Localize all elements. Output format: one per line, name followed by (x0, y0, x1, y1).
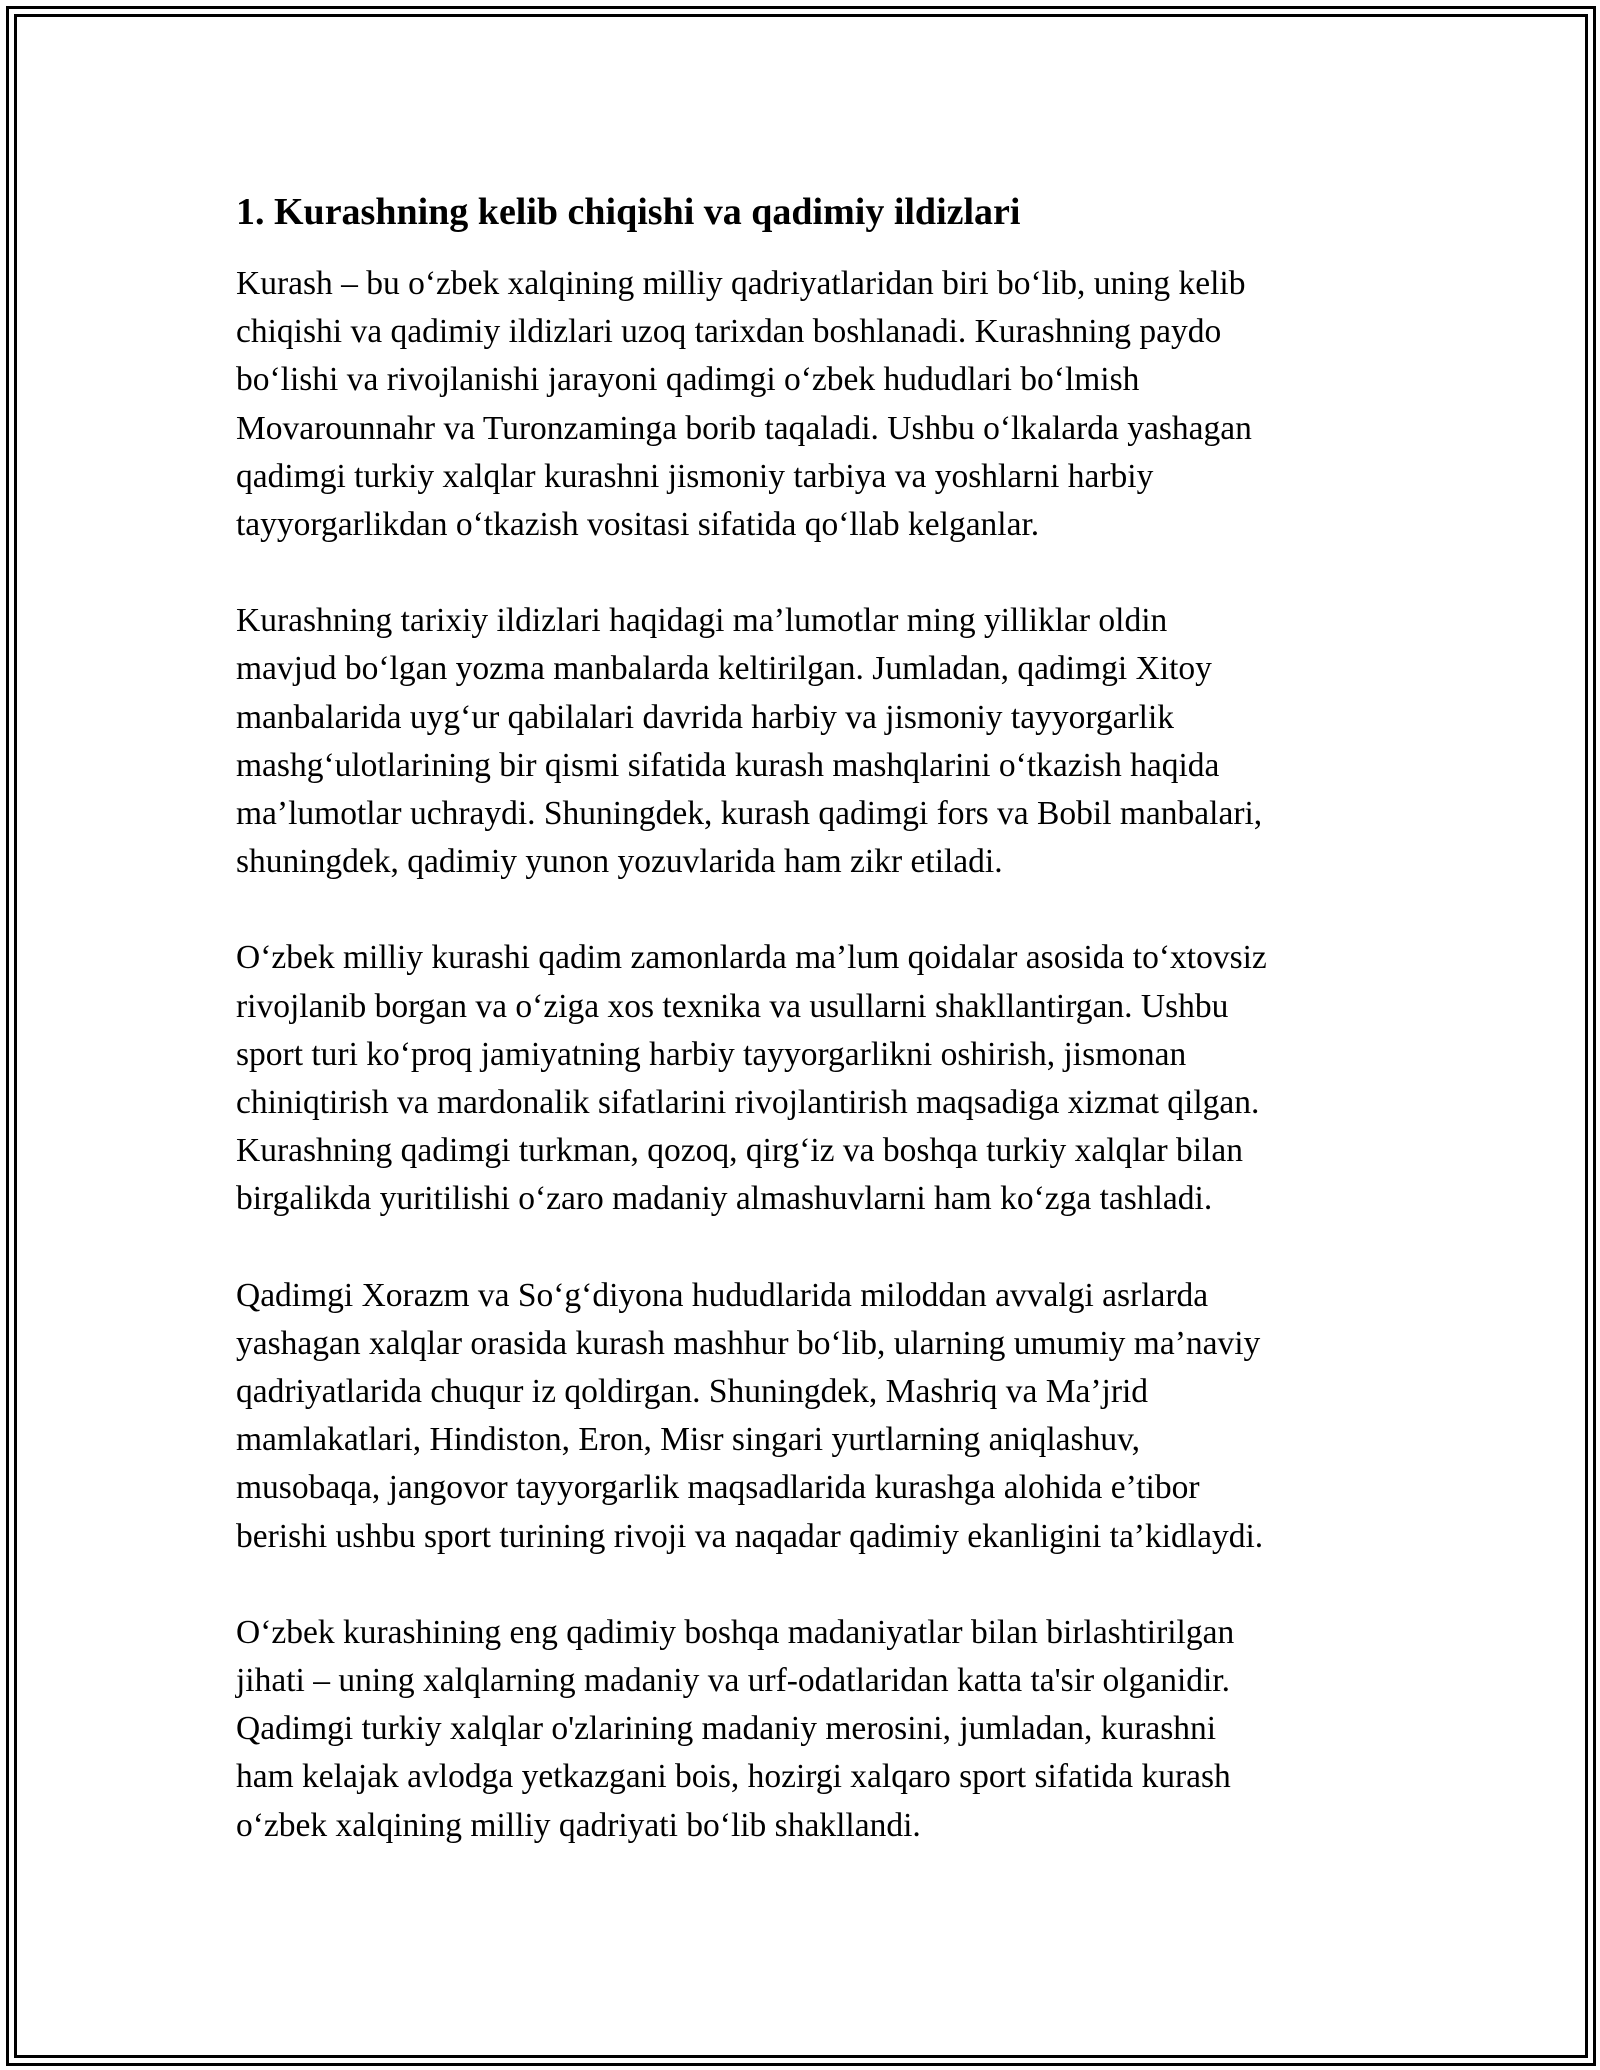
paragraph-4: Qadimgi Xorazm va So‘g‘diyona hududlarida miloddan avvalgi asrlarda yashagan xalqlar orasida kurash mashhur bo‘lib, ularning umumiy ma’naviy qadriyatlarida chuqur iz qoldirgan. Shuningdek, Mashriq va Ma’jrid mamlakatlari, Hindiston, Eron, Misr singari yurtlarning aniqlashuv, musobaqa, jangovor tayyorgarlik maqsadlarida kurashga alohida e’tibor berishi ushbu sport turining rivoji va naqadar qadimiy ekanligini ta’kidlaydi. (236, 1276, 1264, 1555)
document-body (236, 186, 1386, 1898)
paragraph-5: O‘zbek kurashining eng qadimiy boshqa madaniyatlar bilan birlashtirilgan jihati – uning xalqlarning madaniy va urf-odatlaridan katta ta'sir olganidir. Qadimgi turkiy xalqlar o'zlarining madaniy merosini, jumladan, kurashni ham kelajak avlodga yetkazgani bois, hozirgi xalqaro sport sifatida kurash o‘zbek xalqining milliy qadriyati bo‘lib shakllandi. (236, 1613, 1235, 1844)
paragraph-2: Kurashning tarixiy ildizlari haqidagi ma’lumotlar ming yilliklar oldin mavjud bo‘lgan yozma manbalarda keltirilgan. Jumladan, qadimgi Xitoy manbalarida uyg‘ur qabilalari davrida harbiy va jismoniy tayyorgarlik mashg‘ulotlarining bir qismi sifatida kurash mashqlarini o‘tkazish haqida ma’lumotlar uchraydi. Shuningdek, kurash qadimgi fors va Bobil manbalari, shuningdek, qadimiy yunon yozuvlarida ham zikr etiladi. (236, 602, 1263, 881)
paragraph-1: Kurash – bu o‘zbek xalqining milliy qadriyatlaridan biri bo‘lib, uning kelib chiqishi va qadimiy ildizlari uzoq tarixdan boshlanadi. Kurashning paydo bo‘lishi va rivojlanishi jarayoni qadimgi o‘zbek hududlari bo‘lmish Movarounnahr va Turonzaminga borib taqaladi. Ushbu o‘lkalarda yashagan qadimgi turkiy xalqlar kurashni jismoniy tarbiya va yoshlarni harbiy tayyorgarlikdan o‘tkazish vositasi sifatida qo‘llab kelganlar. (236, 265, 1252, 544)
paragraph-3: O‘zbek milliy kurashi qadim zamonlarda ma’lum qoidalar asosida to‘xtovsiz rivojlanib borgan va o‘ziga xos texnika va usullarni shakllantirgan. Ushbu sport turi ko‘proq jamiyatning harbiy tayyorgarlikni oshirish, jismonan chiniqtirish va mardonalik sifatlarini rivojlantirish maqsadiga xizmat qilgan. Kurashning qadimgi turkman, qozoq, qirg‘iz va boshqa turkiy xalqlar bilan birgalikda yuritilishi o‘zaro madaniy almashuvlarni ham ko‘zga tashladi. (236, 939, 1267, 1218)
section-heading: 1. Kurashning kelib chiqishi va qadimiy ildizlari (236, 191, 1021, 233)
